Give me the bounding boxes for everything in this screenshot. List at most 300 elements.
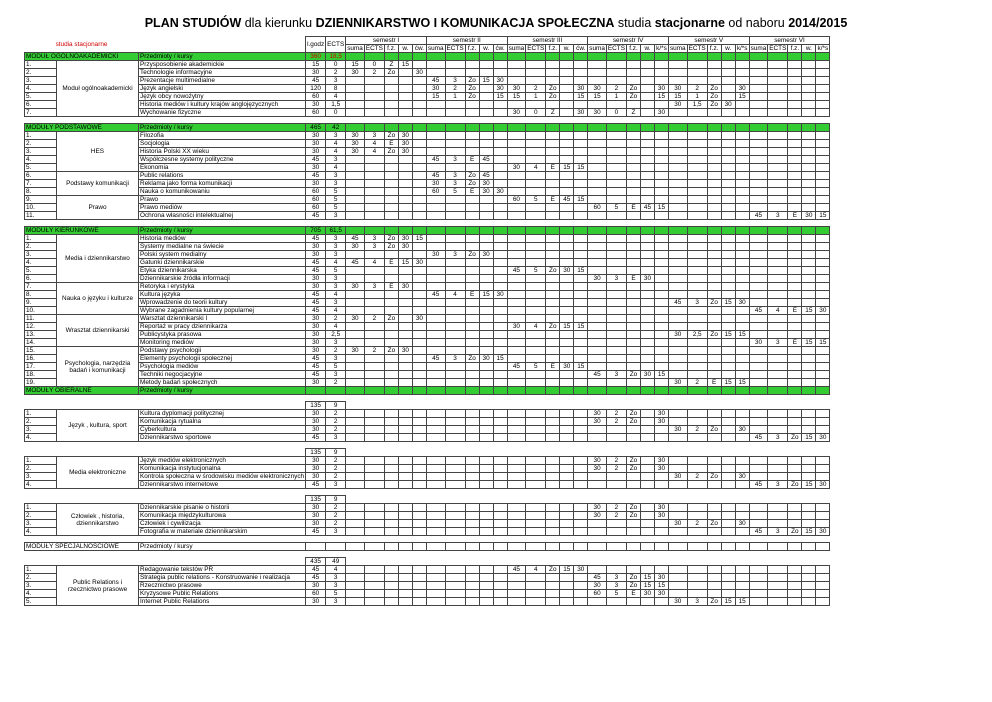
semester-5-value xyxy=(721,528,735,536)
empty-cell xyxy=(816,387,830,395)
course-name: Historia mediów i kultury krajów anglojęzycznych xyxy=(139,101,306,109)
module-group-label: HES xyxy=(57,132,139,172)
semester-2-value: 45 xyxy=(479,172,493,180)
semester-5-value xyxy=(735,307,749,315)
semester-1-value: 4 xyxy=(364,140,384,148)
semester-4-value xyxy=(640,315,654,323)
semester-5-value: 30 xyxy=(721,101,735,109)
semester-3-value xyxy=(574,465,588,473)
semester-4-value xyxy=(606,566,626,574)
semester-5-value xyxy=(668,323,687,331)
semester-5-value: 15 xyxy=(721,379,735,387)
semester-4-value xyxy=(588,566,607,574)
empty-cell xyxy=(802,387,816,395)
semester-6-value xyxy=(749,323,768,331)
semester-3-value xyxy=(574,132,588,140)
semester-2-header: semestr II xyxy=(426,37,507,45)
semester-6-value xyxy=(802,566,816,574)
semester-6-value xyxy=(749,574,768,582)
semester-6-value xyxy=(768,204,788,212)
semester-5-value xyxy=(721,267,735,275)
semester-1-value xyxy=(346,331,365,339)
semester-6-value xyxy=(802,299,816,307)
module-group-label: Media i dziennikarstwo xyxy=(57,235,139,283)
semester-5-value xyxy=(668,172,687,180)
row-number: 5. xyxy=(25,598,57,606)
course-hours: 30 xyxy=(306,520,326,528)
semester-6-value xyxy=(802,109,816,117)
semester-1-value xyxy=(398,164,412,172)
course-row xyxy=(25,323,830,331)
semester-2-value xyxy=(479,140,493,148)
semester-3-value xyxy=(574,481,588,489)
row-number: 4. xyxy=(25,259,57,267)
semester-1-subheader: suma xyxy=(347,45,363,52)
semester-3-value xyxy=(526,481,546,489)
semester-3-value xyxy=(546,574,560,582)
semester-4-value xyxy=(626,164,640,172)
semester-5-value xyxy=(707,61,721,69)
semester-5-value xyxy=(721,307,735,315)
semester-6-value xyxy=(788,299,802,307)
semester-6-value xyxy=(816,77,830,85)
semester-4-value xyxy=(654,180,668,188)
row-number: 10. xyxy=(25,307,57,315)
semester-2-value xyxy=(479,520,493,528)
semester-2-value xyxy=(426,418,445,426)
blank xyxy=(346,558,830,566)
semester-4-value: 15 xyxy=(640,582,654,590)
semester-4-value xyxy=(654,156,668,164)
semester-6-value xyxy=(802,164,816,172)
semester-2-value: 45 xyxy=(426,156,445,164)
course-hours: 45 xyxy=(306,363,326,371)
semester-1-value xyxy=(364,520,384,528)
semester-5-value xyxy=(687,434,707,442)
semester-6-value xyxy=(788,61,802,69)
course-hours: 30 xyxy=(306,410,326,418)
semester-4-value xyxy=(654,528,668,536)
semester-4-subheader: ECTS xyxy=(607,45,625,52)
module-hours: 360 xyxy=(306,53,326,61)
semester-6-value xyxy=(802,291,816,299)
semester-3-value: 2 xyxy=(526,85,546,93)
semester-5-value xyxy=(735,339,749,347)
semester-2-value xyxy=(445,164,465,172)
semester-3-value xyxy=(546,132,560,140)
semester-3-value xyxy=(574,69,588,77)
semester-2-value: Zo xyxy=(465,251,479,259)
semester-4-subheader: f.z. xyxy=(626,45,640,53)
semester-5-value: 1 xyxy=(687,93,707,101)
semester-3-value xyxy=(507,188,526,196)
empty-cell xyxy=(588,387,607,395)
semester-5-value xyxy=(735,140,749,148)
semester-6-value xyxy=(788,172,802,180)
semester-4-value xyxy=(606,520,626,528)
semester-4-value: Zo xyxy=(626,512,640,520)
semester-2-value xyxy=(465,481,479,489)
semester-6-value xyxy=(768,275,788,283)
semester-3-subheader: f.z. xyxy=(546,45,560,53)
semester-4-value xyxy=(588,355,607,363)
semester-6-value xyxy=(802,140,816,148)
semester-2-value xyxy=(493,212,507,220)
semester-1-value: E xyxy=(384,259,398,267)
semester-2-value xyxy=(479,148,493,156)
semester-5-value xyxy=(707,418,721,426)
semester-1-value xyxy=(398,418,412,426)
semester-2-value xyxy=(465,473,479,481)
semester-2-value xyxy=(445,363,465,371)
semester-2-value xyxy=(493,512,507,520)
semester-6-value xyxy=(749,204,768,212)
semester-6-subheader: ECTS xyxy=(769,45,787,52)
semester-4-value xyxy=(626,566,640,574)
semester-5-value: Zo xyxy=(707,93,721,101)
semester-2-value xyxy=(493,418,507,426)
semester-5-value xyxy=(721,180,735,188)
semester-3-value xyxy=(560,61,574,69)
semester-3-value xyxy=(546,275,560,283)
semester-2-value: 45 xyxy=(426,172,445,180)
semester-6-value xyxy=(749,504,768,512)
semester-2-value: Zo xyxy=(465,355,479,363)
course-row xyxy=(25,291,830,299)
semester-3-value xyxy=(560,347,574,355)
empty-cell xyxy=(707,543,721,551)
empty-cell xyxy=(493,227,507,235)
module-group-label: Moduł ogólnoakademicki xyxy=(57,61,139,117)
semester-2-value xyxy=(479,283,493,291)
semester-1-value xyxy=(346,299,365,307)
semester-4-value xyxy=(588,69,607,77)
empty-cell xyxy=(735,543,749,551)
semester-5-value xyxy=(735,315,749,323)
semester-1-value xyxy=(398,315,412,323)
semester-4-value xyxy=(606,339,626,347)
semester-1-value: 4 xyxy=(364,259,384,267)
course-ects: 3 xyxy=(326,275,346,283)
course-hours: 30 xyxy=(306,582,326,590)
semester-4-value: Zo xyxy=(626,85,640,93)
semester-5-value xyxy=(735,235,749,243)
semester-1-value xyxy=(398,77,412,85)
semester-2-value xyxy=(445,235,465,243)
semester-6-value xyxy=(788,188,802,196)
semester-5-value xyxy=(687,156,707,164)
semester-4-value: 2 xyxy=(606,418,626,426)
semester-3-value xyxy=(526,339,546,347)
semester-4-value xyxy=(640,410,654,418)
course-row xyxy=(25,512,830,520)
semester-6-value xyxy=(802,590,816,598)
semester-5-value xyxy=(707,566,721,574)
semester-1-value xyxy=(398,339,412,347)
semester-1-value xyxy=(398,520,412,528)
semester-4-value xyxy=(654,520,668,528)
semester-2-value: 30 xyxy=(479,180,493,188)
row-number: 2. xyxy=(25,243,57,251)
semester-2-value xyxy=(426,61,445,69)
semester-5-value: Zo xyxy=(707,85,721,93)
module-ects: 61,5 xyxy=(326,227,346,235)
course-name: Socjologia xyxy=(139,140,306,148)
semester-2-value xyxy=(465,243,479,251)
semester-6-value xyxy=(749,426,768,434)
semester-4-value: 30 xyxy=(588,512,607,520)
semester-6-value xyxy=(802,457,816,465)
semester-4-value xyxy=(588,188,607,196)
course-name: Dziennikarstwo sportowe xyxy=(139,434,306,442)
semester-3-value xyxy=(546,371,560,379)
empty-cell xyxy=(479,53,493,61)
semester-4-value xyxy=(654,283,668,291)
semester-2-value: Zo xyxy=(465,77,479,85)
semester-3-value xyxy=(526,574,546,582)
course-row xyxy=(25,598,830,606)
semester-4-value xyxy=(640,93,654,101)
semester-4-value xyxy=(640,566,654,574)
semester-4-value: Zo xyxy=(626,410,640,418)
semester-1-value xyxy=(364,379,384,387)
course-name: Komunikacja międzykulturowa xyxy=(139,512,306,520)
spacer xyxy=(25,536,830,543)
module-sum-row xyxy=(25,449,830,457)
empty-cell xyxy=(735,227,749,235)
semester-2-value xyxy=(479,315,493,323)
semester-2-value xyxy=(445,379,465,387)
semester-5-value xyxy=(668,251,687,259)
semester-1-value xyxy=(346,520,365,528)
semester-6-value: E xyxy=(788,307,802,315)
semester-4-value xyxy=(606,259,626,267)
semester-4-value xyxy=(640,291,654,299)
semester-6-value xyxy=(802,275,816,283)
row-number: 1. xyxy=(25,457,57,465)
semester-6-value xyxy=(816,132,830,140)
semester-3-value xyxy=(574,512,588,520)
row-number: 2. xyxy=(25,574,57,582)
semester-3-value xyxy=(507,528,526,536)
semester-6-value xyxy=(768,243,788,251)
row-number: 4. xyxy=(25,590,57,598)
semester-6-value xyxy=(768,363,788,371)
course-row xyxy=(25,590,830,598)
semester-2-value xyxy=(445,204,465,212)
semester-2-value xyxy=(445,457,465,465)
semester-1-value xyxy=(346,504,365,512)
semester-4-value xyxy=(640,426,654,434)
empty-cell xyxy=(398,543,412,551)
course-name: Język mediów elektronicznych xyxy=(139,457,306,465)
empty-cell xyxy=(788,387,802,395)
semester-5-value xyxy=(707,180,721,188)
semester-6-value: 45 xyxy=(749,528,768,536)
semester-1-value xyxy=(412,520,426,528)
semester-2-value xyxy=(465,426,479,434)
course-hours: 30 xyxy=(306,598,326,606)
semester-4-value xyxy=(640,180,654,188)
empty-cell xyxy=(364,124,384,132)
semester-4-value xyxy=(606,140,626,148)
semester-5-value xyxy=(735,465,749,473)
semester-5-value xyxy=(707,235,721,243)
semester-2-value xyxy=(465,109,479,117)
course-ects: 2 xyxy=(326,504,346,512)
semester-3-value xyxy=(560,85,574,93)
semester-4-value: 0 xyxy=(606,109,626,117)
semester-2-value: 30 xyxy=(426,180,445,188)
semester-4-value xyxy=(640,520,654,528)
semester-6-value xyxy=(788,331,802,339)
semester-6-value xyxy=(788,590,802,598)
semester-2-value: 4 xyxy=(445,291,465,299)
semester-6-value xyxy=(788,109,802,117)
semester-4-value xyxy=(654,77,668,85)
semester-1-value xyxy=(364,582,384,590)
row-number: 19. xyxy=(25,379,57,387)
semester-2-value xyxy=(479,259,493,267)
course-hours: 30 xyxy=(306,457,326,465)
semester-6-value xyxy=(816,164,830,172)
semester-1-value xyxy=(412,77,426,85)
semester-6-value: 45 xyxy=(749,434,768,442)
semester-1-value xyxy=(384,212,398,220)
semester-4-value xyxy=(626,77,640,85)
semester-6-value xyxy=(749,418,768,426)
semester-5-value xyxy=(668,418,687,426)
semester-5-value xyxy=(687,418,707,426)
semester-6-value xyxy=(788,180,802,188)
semester-5-value xyxy=(735,457,749,465)
semester-3-value xyxy=(507,307,526,315)
empty-cell xyxy=(687,124,707,132)
semester-1-value: Z xyxy=(384,61,398,69)
row-number: 1. xyxy=(25,504,57,512)
semester-2-value xyxy=(426,101,445,109)
semester-6-value xyxy=(768,473,788,481)
semester-5-value xyxy=(721,235,735,243)
course-ects: 8 xyxy=(326,85,346,93)
semester-4-value xyxy=(588,101,607,109)
empty-cell xyxy=(574,543,588,551)
course-name: Rzecznictwo prasowe xyxy=(139,582,306,590)
semester-6-value: 30 xyxy=(802,212,816,220)
semester-2-value xyxy=(445,109,465,117)
semester-6-value xyxy=(816,355,830,363)
course-hours: 45 xyxy=(306,291,326,299)
semester-4-value: 30 xyxy=(654,504,668,512)
semester-4-value: Zo xyxy=(626,574,640,582)
empty-cell xyxy=(526,53,546,61)
semester-4-value: Zo xyxy=(626,93,640,101)
semester-5-value: 15 xyxy=(721,331,735,339)
semester-3-value: 5 xyxy=(526,267,546,275)
course-hours: 60 xyxy=(306,590,326,598)
empty-cell xyxy=(398,124,412,132)
semester-6-value xyxy=(802,243,816,251)
semester-3-value xyxy=(526,212,546,220)
semester-2-value xyxy=(465,363,479,371)
semester-1-value xyxy=(384,355,398,363)
semester-3-value xyxy=(546,259,560,267)
semester-2-value xyxy=(445,148,465,156)
semester-3-value: 15 xyxy=(560,566,574,574)
semester-3-value: 45 xyxy=(507,363,526,371)
semester-4-value xyxy=(588,196,607,204)
semester-4-value: 30 xyxy=(640,590,654,598)
semester-2-value: 30 xyxy=(493,188,507,196)
empty-cell xyxy=(445,53,465,61)
semester-5-value xyxy=(721,204,735,212)
semester-3-value xyxy=(526,512,546,520)
courses-label: Przedmioty / kursy xyxy=(139,53,306,61)
semester-4-value xyxy=(626,69,640,77)
semester-2-value xyxy=(479,69,493,77)
semester-3-value xyxy=(560,188,574,196)
semester-3-value xyxy=(574,598,588,606)
semester-4-value xyxy=(588,259,607,267)
semester-2-value xyxy=(479,590,493,598)
semester-3-value xyxy=(507,156,526,164)
semester-6-value xyxy=(788,363,802,371)
semester-5-value xyxy=(707,363,721,371)
course-name: Nauka o komunikowaniu xyxy=(139,188,306,196)
semester-1-value xyxy=(346,566,365,574)
semester-6-value xyxy=(768,355,788,363)
semester-4-value xyxy=(626,196,640,204)
row-number: 8. xyxy=(25,188,57,196)
semester-3-value xyxy=(546,434,560,442)
semester-1-value xyxy=(412,457,426,465)
semester-1-value xyxy=(384,410,398,418)
semester-2-value xyxy=(479,379,493,387)
module-group-label: Psychologia, narzędzia badań i komunikacji xyxy=(57,347,139,387)
semester-3-value xyxy=(560,598,574,606)
semester-3-value xyxy=(526,379,546,387)
semester-2-value xyxy=(426,212,445,220)
semester-2-value xyxy=(426,243,445,251)
semester-5-value xyxy=(721,188,735,196)
semester-6-value xyxy=(768,457,788,465)
semester-2-value xyxy=(465,267,479,275)
empty-cell xyxy=(668,387,687,395)
semester-3-value: 30 xyxy=(507,164,526,172)
semester-6-value xyxy=(788,315,802,323)
empty-cell xyxy=(346,124,365,132)
semester-4-value xyxy=(606,69,626,77)
semester-5-value: 30 xyxy=(735,473,749,481)
empty-cell xyxy=(445,387,465,395)
semester-2-value xyxy=(479,101,493,109)
semester-1-value xyxy=(364,156,384,164)
semester-5-value xyxy=(707,347,721,355)
course-row xyxy=(25,212,830,220)
semester-4-subheader: k/*s xyxy=(656,45,667,52)
semester-3-value xyxy=(507,283,526,291)
empty-cell xyxy=(445,543,465,551)
spacer-row xyxy=(25,442,830,449)
semester-4-value: 2 xyxy=(606,85,626,93)
semester-5-value xyxy=(735,582,749,590)
semester-6-value xyxy=(816,323,830,331)
semester-3-value xyxy=(560,590,574,598)
semester-4-value: 30 xyxy=(654,109,668,117)
semester-3-value xyxy=(560,109,574,117)
semester-1-value xyxy=(398,180,412,188)
empty-cell xyxy=(426,543,445,551)
